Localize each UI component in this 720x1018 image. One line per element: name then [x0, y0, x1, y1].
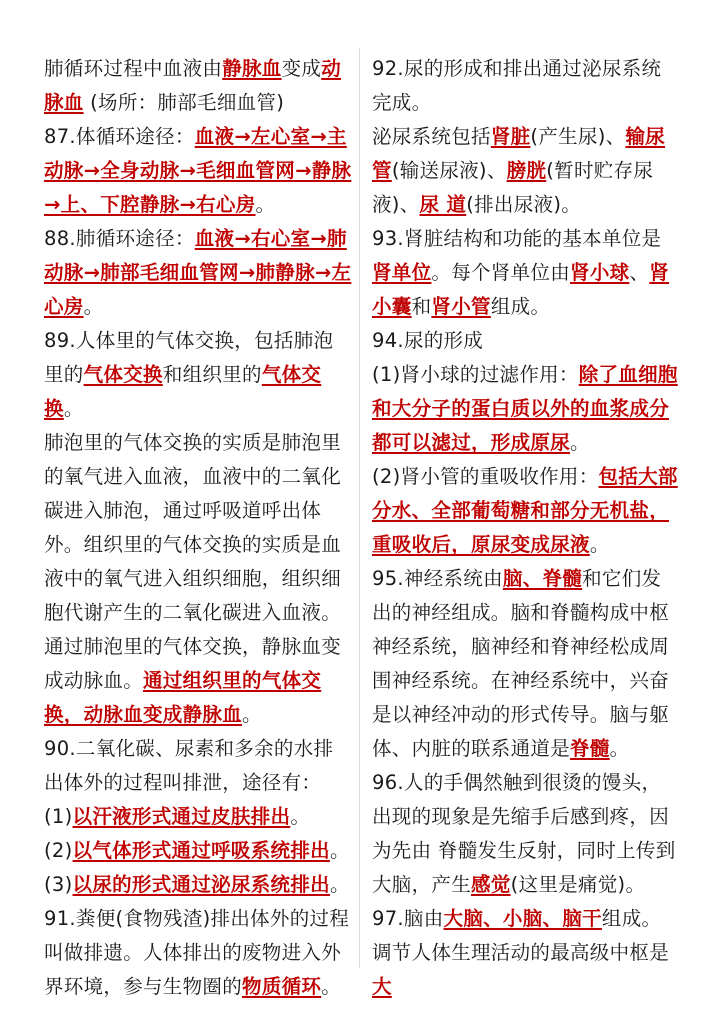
text-segment: 和组织里的	[162, 363, 262, 386]
text-segment: 肺循环过程中血液由	[44, 57, 223, 80]
text-segment: (暂时贮存尿液)、	[372, 159, 654, 216]
text-segment: 组成。	[490, 295, 551, 318]
highlighted-term: 脑、脊髓	[502, 567, 583, 590]
text-segment: (输送尿液)、	[391, 159, 507, 182]
paragraph	[372, 902, 678, 1004]
paragraph	[44, 868, 352, 902]
highlighted-term: 输尿管	[372, 125, 666, 182]
column-divider	[359, 48, 360, 968]
text-segment: 96.人的手偶然触到很烫的馒头，出现的现象是先缩手后感到疼，因为先由 脊髓发生反射，同时上传到大脑，产生	[372, 771, 676, 896]
highlighted-term: 感觉	[471, 873, 511, 896]
text-segment: 。每个肾单位由	[431, 261, 571, 284]
paragraph	[44, 52, 352, 120]
highlighted-term: 包括大部分水、全部葡萄糖和部分无机盐，重吸收后，原尿变成尿液	[372, 465, 678, 556]
paragraph	[44, 834, 352, 868]
text-segment: 。	[255, 193, 276, 216]
highlighted-term: 血液→左心室→主动脉→全身动脉→毛细血管网→静脉→上、下腔静脉→右心房	[44, 125, 352, 216]
text-segment: 88.肺循环途径：	[44, 227, 195, 250]
highlighted-term: 除了血细胞和大分子的蛋白质以外的血浆成分都可以滤过，形成原尿	[372, 363, 678, 454]
paragraph	[44, 902, 352, 1004]
paragraph	[44, 732, 352, 800]
paragraph	[372, 52, 678, 120]
text-segment: 87.体循环途径：	[44, 125, 195, 148]
text-segment: (这里是痛觉)。	[510, 873, 646, 896]
highlighted-term: 通过组织里的气体交换，动脉血变成静脉血	[44, 669, 322, 726]
highlighted-term: 大脑、小脑、脑干	[443, 907, 602, 930]
text-segment: (3)	[44, 873, 73, 896]
text-segment: 90.二氧化碳、尿素和多余的水排出体外的过程叫排泄，途径有：	[44, 737, 334, 794]
highlighted-term: 动脉血	[44, 57, 342, 114]
text-segment: 变成	[281, 57, 322, 80]
text-segment: (2)	[44, 839, 73, 862]
text-segment: 。	[570, 431, 590, 454]
right-column	[372, 52, 678, 1004]
text-segment: (1)肾小球的过滤作用：	[372, 363, 579, 386]
paragraph	[372, 358, 678, 460]
text-segment: 泌尿系统包括	[372, 125, 491, 148]
text-segment: 组成。调节人体生理活动的最高级中枢是	[372, 907, 670, 964]
text-segment: 94.尿的形成	[372, 329, 484, 352]
paragraph	[44, 120, 352, 222]
text-segment: 。	[290, 805, 311, 828]
highlighted-term: 肾小管	[431, 295, 491, 318]
paragraph	[372, 120, 678, 222]
paragraph	[372, 222, 678, 324]
text-segment: 91.粪便(食物残渣)排出体外的过程叫做排遗。人体排出的废物进入外界环境，参与生物圈的	[44, 907, 350, 998]
highlighted-term: 肾小囊	[372, 261, 670, 318]
text-segment: (2)肾小管的重吸收作用：	[372, 465, 599, 488]
highlighted-term: 肾脏	[490, 125, 531, 148]
text-segment: 97.脑由	[372, 907, 444, 930]
left-column	[44, 52, 352, 1004]
highlighted-term: 气体交换	[44, 363, 322, 420]
highlighted-term: 大	[372, 975, 392, 998]
highlighted-term: 膀胱	[506, 159, 547, 182]
text-segment: 、	[629, 261, 650, 284]
text-segment: 89.人体里的气体交换，包括肺泡里的	[44, 329, 334, 386]
text-segment: 93.肾脏结构和功能的基本单位是	[372, 227, 662, 250]
text-segment: 和它们发出的神经组成。脑和脊髓构成中枢神经系统，脑神经和脊神经松成周围神经系统。在神经系统中，兴奋是以神经冲动的形式传导。脑与躯体、内脏的联系通道是	[372, 567, 670, 760]
text-segment: 肺泡里的气体交换的实质是肺泡里的氧气进入血液，血液中的二氧化碳进入肺泡，通过呼吸道呼出体外。组织里的气体交换的实质是血液中的氧气进入组织细胞，组织细胞代谢产生的二氧化碳进入血液。通过肺泡里的气体交换，静脉血变成动脉血。	[44, 431, 342, 692]
highlighted-term: 静脉血	[222, 57, 282, 80]
paragraph	[44, 800, 352, 834]
text-segment: 。	[609, 737, 630, 760]
text-segment: (产生尿)、	[530, 125, 626, 148]
paragraph	[372, 562, 678, 766]
text-segment: 。	[321, 975, 342, 998]
highlighted-term: 血液→右心室→肺动脉→肺部毛细血管网→肺静脉→左心房	[44, 227, 352, 318]
text-segment: (场所：肺部毛细血管)	[83, 91, 285, 114]
text-segment: (排出尿液)。	[466, 193, 582, 216]
text-segment: 。	[329, 873, 350, 896]
text-segment: 。	[242, 703, 262, 726]
highlighted-term: 脊髓	[570, 737, 610, 760]
text-segment: 。	[83, 295, 104, 318]
highlighted-term: 气体交换	[83, 363, 163, 386]
text-segment: (1)	[44, 805, 73, 828]
text-segment: 。	[63, 397, 84, 420]
highlighted-term: 以汗液形式通过皮肤排出	[72, 805, 291, 828]
paragraph	[372, 324, 678, 358]
highlighted-term: 以气体形式通过呼吸系统排出	[72, 839, 330, 862]
highlighted-term: 以尿的形式通过泌尿系统排出	[72, 873, 330, 896]
text-segment: 。	[329, 839, 350, 862]
paragraph	[44, 222, 352, 324]
paragraph	[44, 426, 352, 732]
highlighted-term: 肾小球	[570, 261, 630, 284]
highlighted-term: 肾单位	[372, 261, 432, 284]
text-segment: 。	[589, 533, 610, 556]
highlighted-term: 物质循环	[242, 975, 322, 998]
paragraph	[44, 324, 352, 426]
text-segment: 95.神经系统由	[372, 567, 503, 590]
paragraph	[372, 766, 678, 902]
paragraph	[372, 460, 678, 562]
highlighted-term: 尿 道	[419, 193, 467, 216]
text-segment: 和	[411, 295, 432, 318]
text-segment: 92.尿的形成和排出通过泌尿系统完成。	[372, 57, 662, 114]
